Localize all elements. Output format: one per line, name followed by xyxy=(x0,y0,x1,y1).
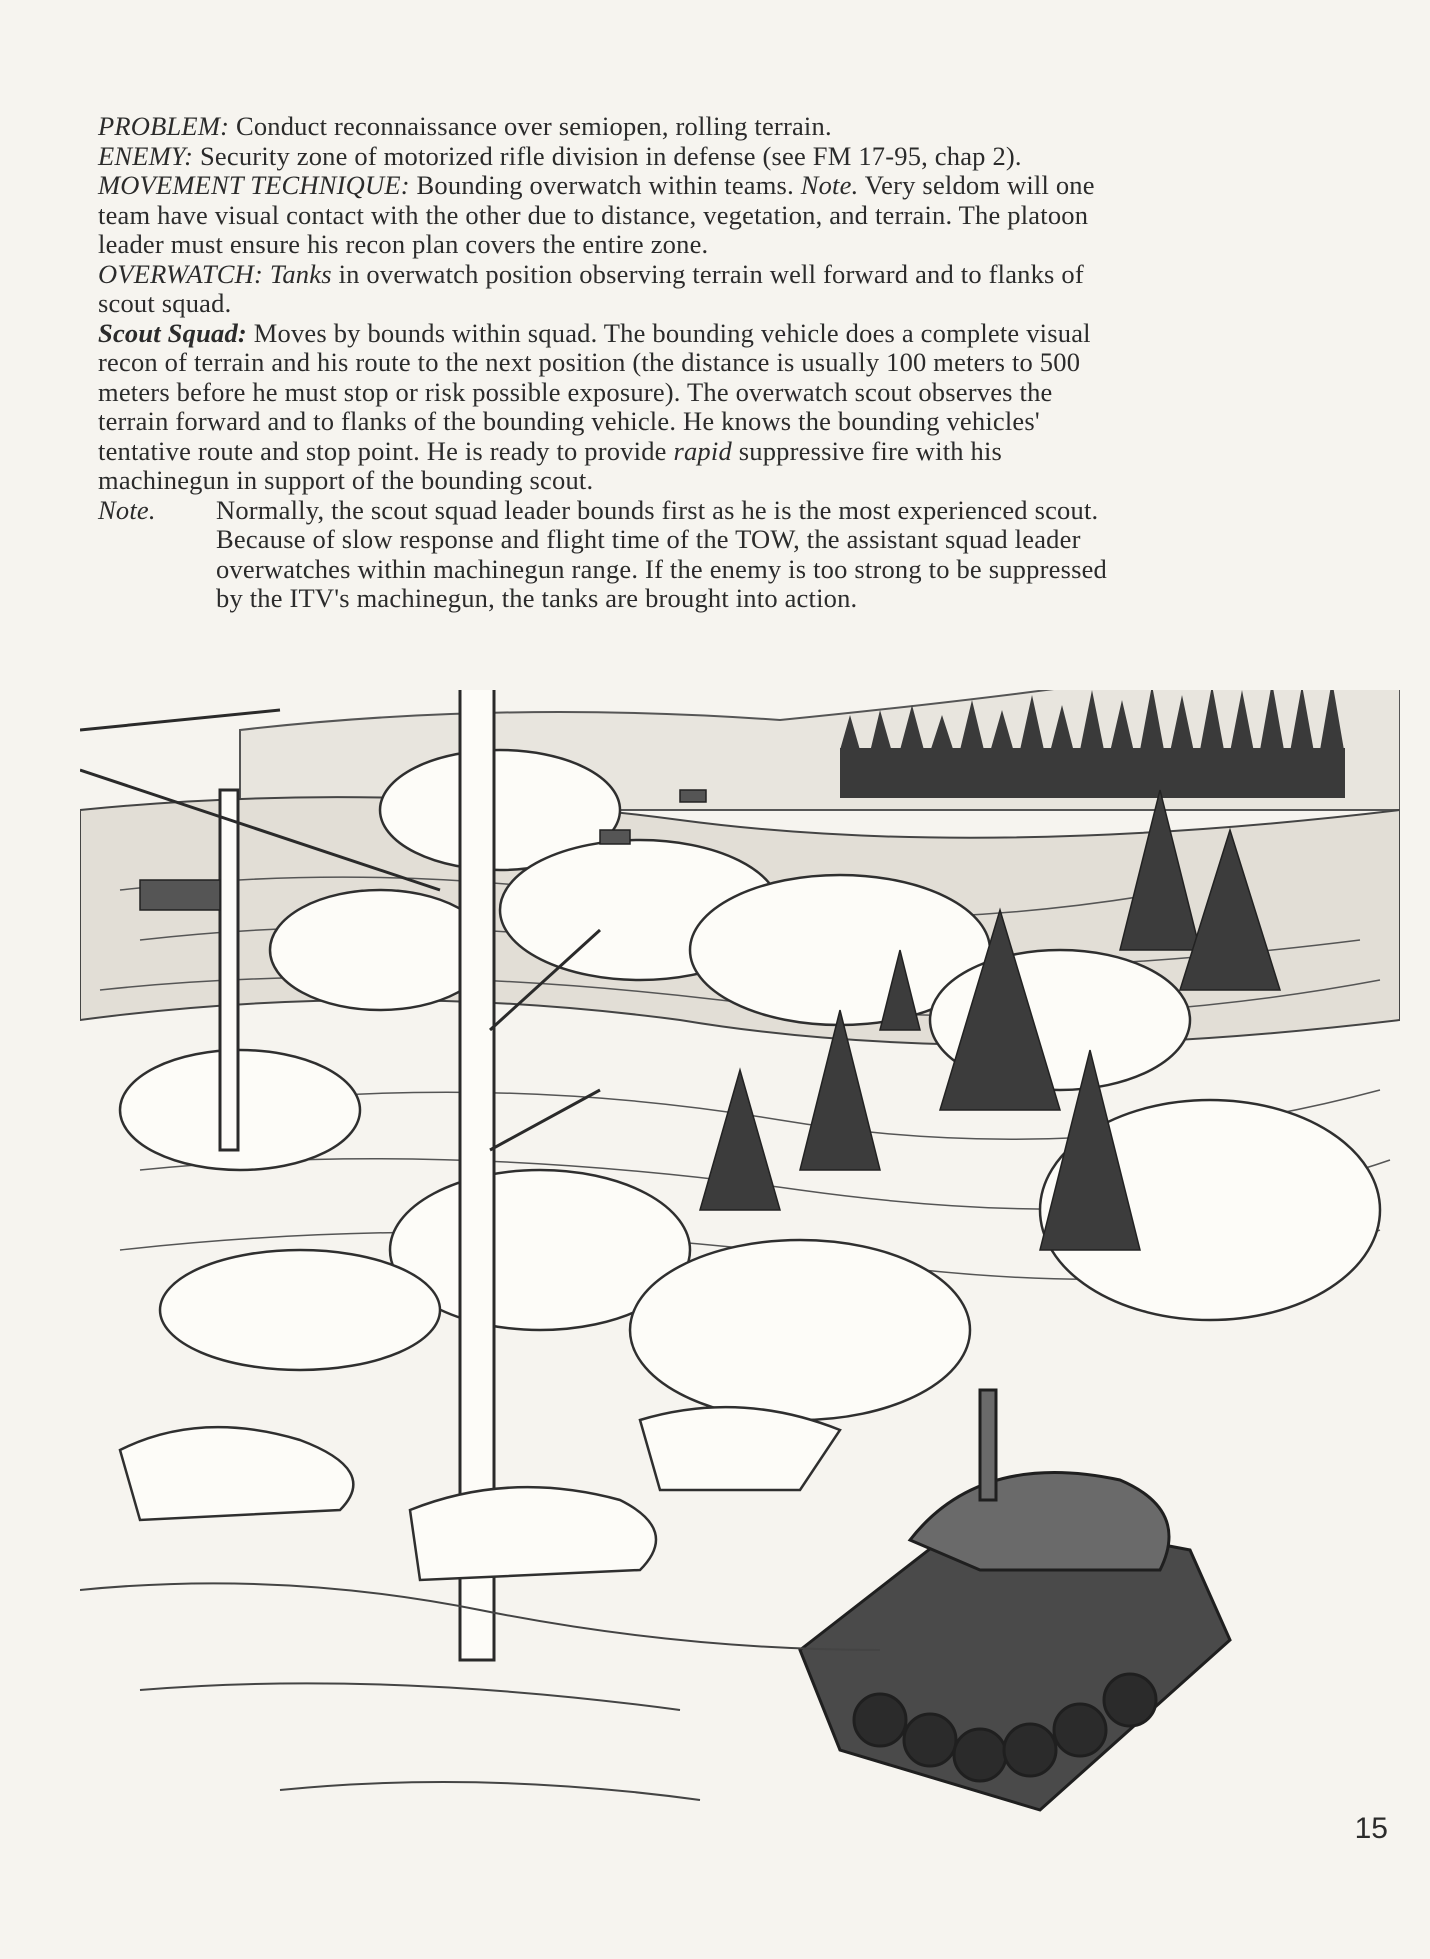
note-text: Normally, the scout squad leader bounds first as he is the most experienced scout. Because of slow response and flight time of the TOW, the assistant squad leader overwatches within machinegun range. If the enemy is too strong to be suppressed by the ITV's machinegun, the tanks are brought into action. xyxy=(216,494,1108,613)
overwatch-paragraph xyxy=(98,260,1110,319)
problem-paragraph xyxy=(98,112,1110,142)
scout-squad-emphasis: rapid xyxy=(673,435,732,466)
overwatch-label: OVERWATCH: xyxy=(98,258,264,289)
scout-squad-paragraph xyxy=(98,319,1110,496)
movement-note-label: Note. xyxy=(800,170,859,200)
terrain-illustration xyxy=(80,690,1400,1835)
problem-text: Conduct reconnaissance over semiopen, rolling terrain. xyxy=(229,111,832,141)
scout-squad-text-before: Moves by bounds within squad. The bounding vehicle does a complete visual recon of terrain and his route to the next position (the distance is usually 100 meters to 500 meters before he must stop or risk possible exposure). The overwatch scout observes the terrain forward and to flanks of the bounding vehicle. He knows the bounding vehicles' tentative route and stop point. He is ready to provide xyxy=(98,317,1091,466)
scout-squad-text-after: suppressive fire with his machinegun in support of the bounding scout. xyxy=(98,435,1003,495)
movement-note-text: Very seldom will one team have visual contact with the other due to distance, vegetation, and terrain. The platoon leader must ensure his recon plan covers the entire zone. xyxy=(98,170,1095,259)
enemy-paragraph xyxy=(98,142,1110,172)
problem-label: PROBLEM: xyxy=(98,111,230,141)
page-number: 15 xyxy=(1354,1812,1388,1845)
body-text xyxy=(98,112,1110,614)
scout-squad-label: Scout Squad: xyxy=(98,317,247,348)
note-label: Note. xyxy=(98,494,156,525)
overwatch-tanks: Tanks xyxy=(263,258,332,289)
movement-label: MOVEMENT TECHNIQUE: xyxy=(98,170,410,200)
enemy-text: Security zone of motorized rifle division in defense (see FM 17-95, chap 2). xyxy=(193,140,1022,171)
movement-text: Bounding overwatch within teams. xyxy=(409,170,801,200)
movement-paragraph xyxy=(98,171,1110,260)
overwatch-text: in overwatch position observing terrain well forward and to flanks of scout squad. xyxy=(98,258,1084,318)
enemy-label: ENEMY: xyxy=(98,140,194,171)
note-paragraph xyxy=(98,496,1110,614)
